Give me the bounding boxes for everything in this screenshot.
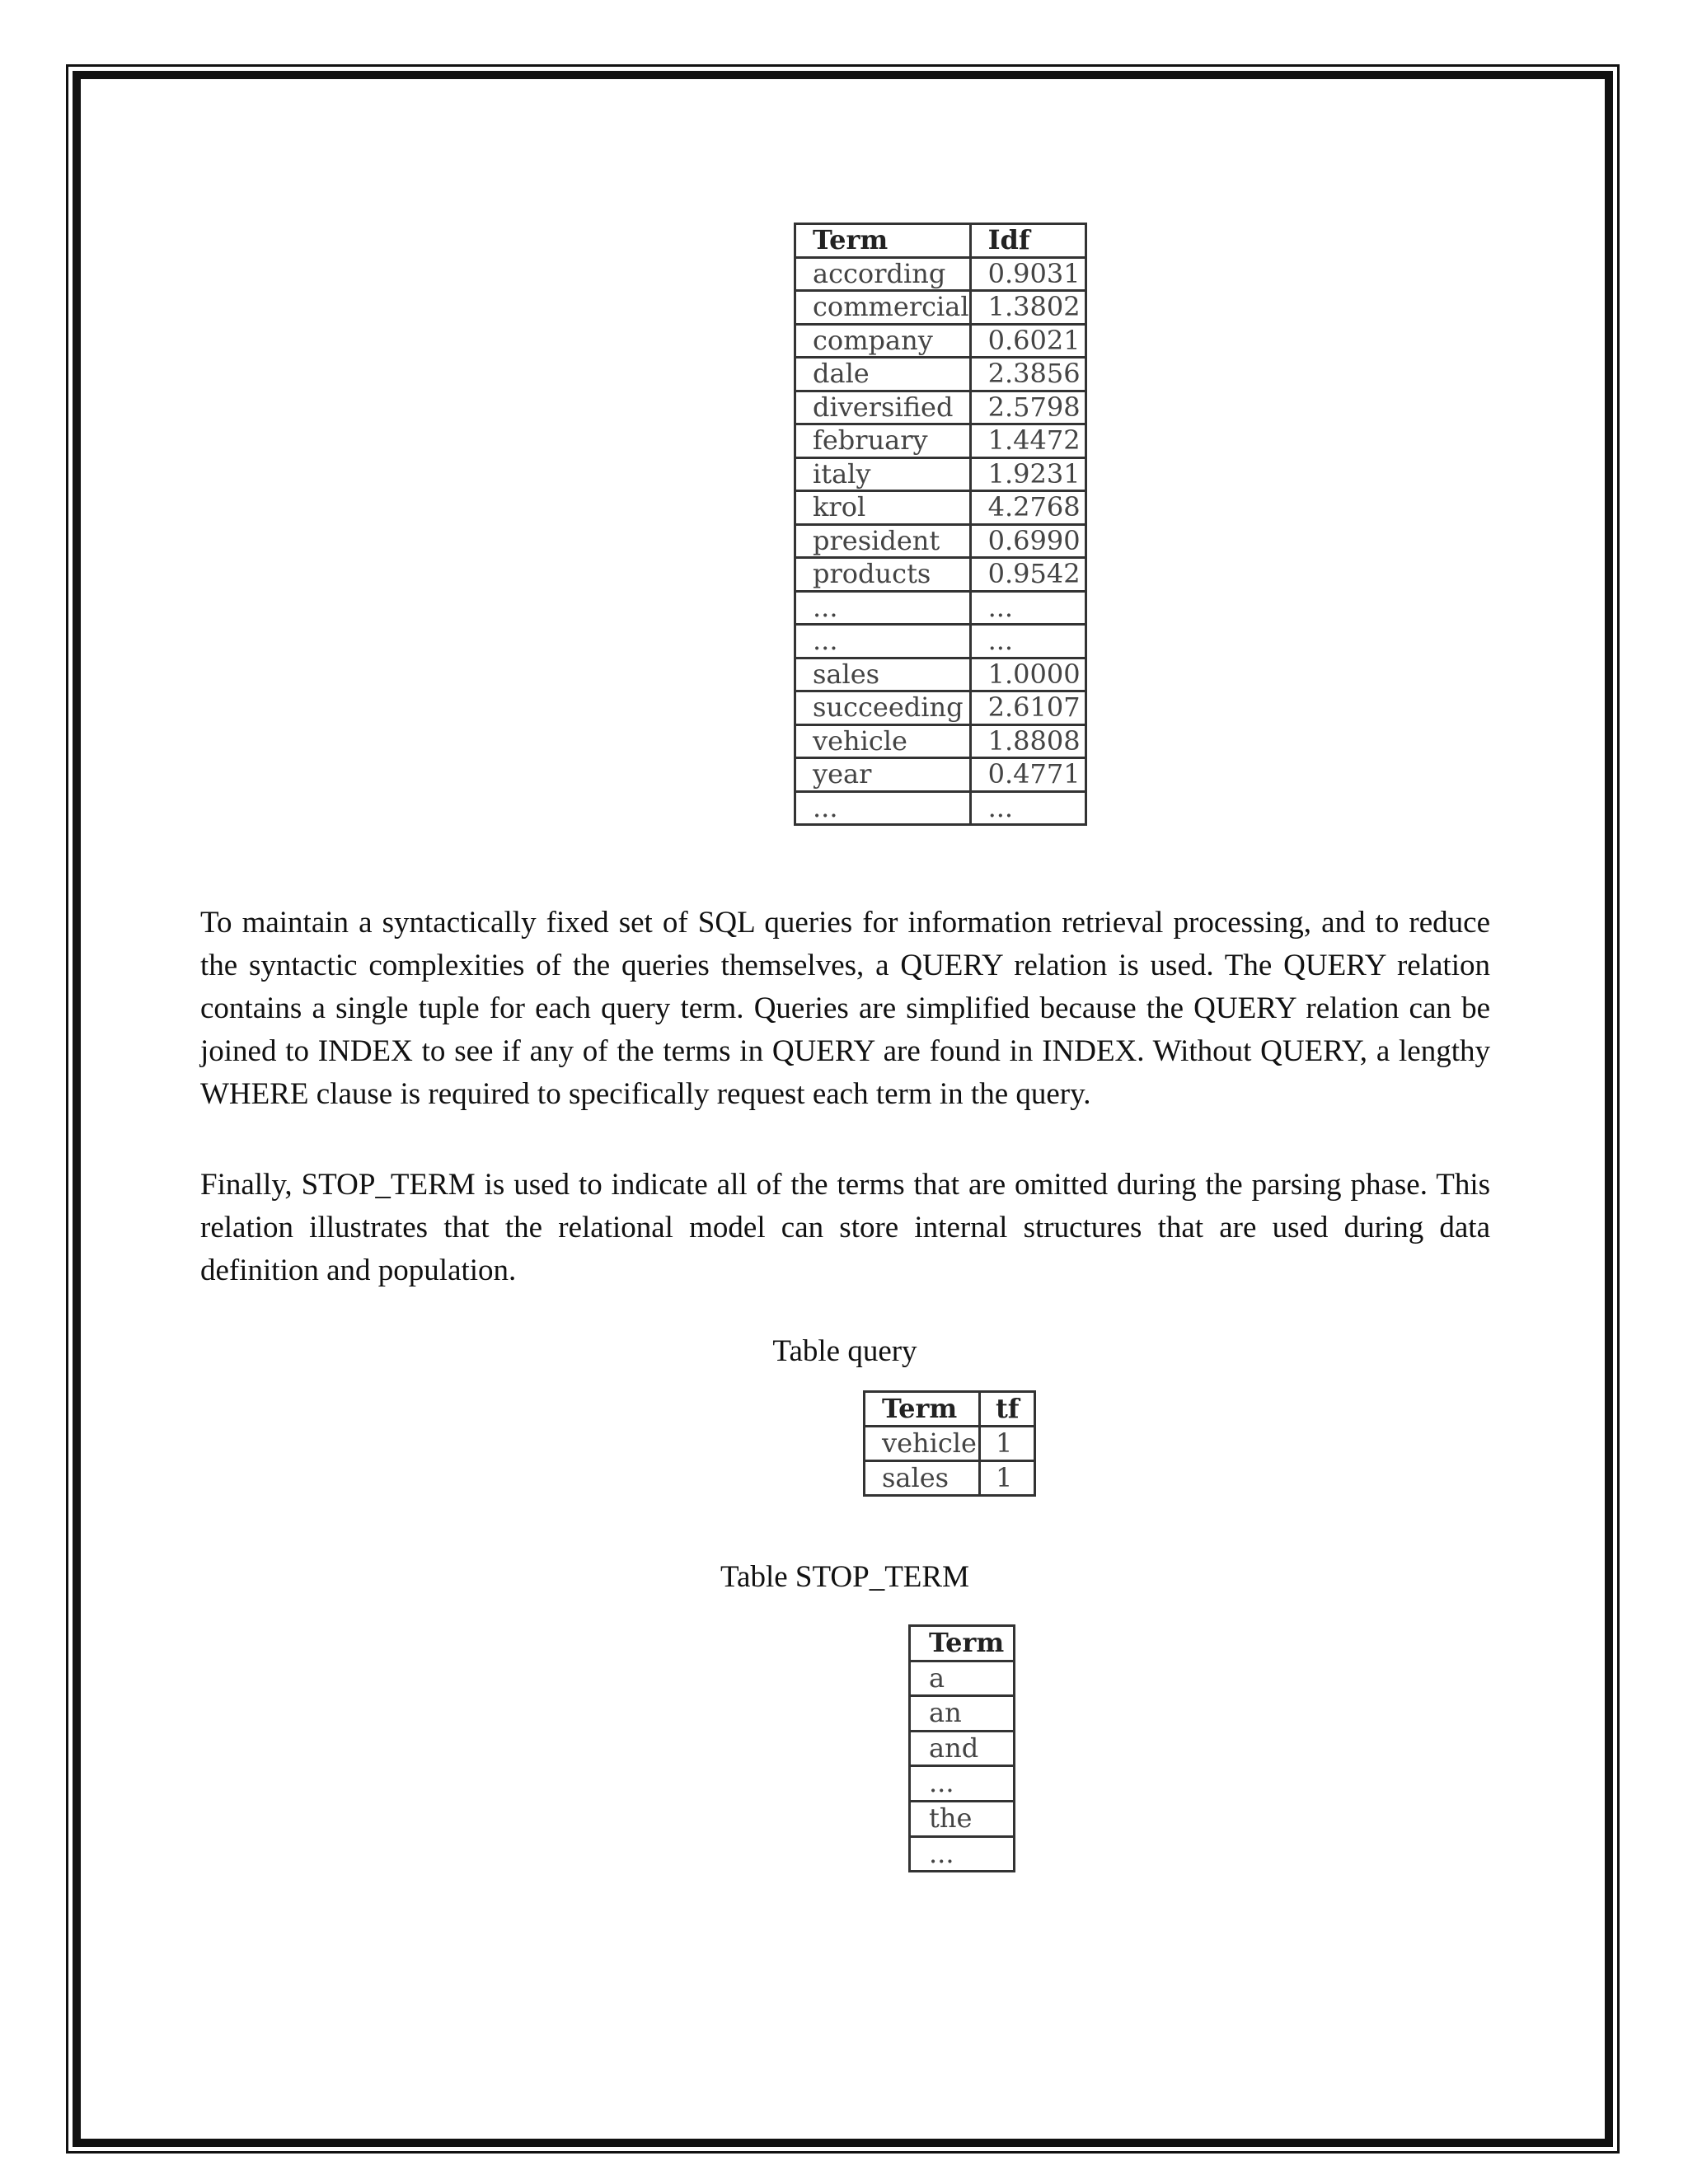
table-cell: vehicle <box>865 1427 980 1461</box>
table-row <box>910 1696 1015 1732</box>
table-row <box>910 1836 1015 1872</box>
table-row <box>795 391 1086 424</box>
table-row <box>865 1461 1035 1496</box>
table-cell: 0.4771 <box>970 758 1085 792</box>
table-cell: italy <box>795 457 971 491</box>
table-cell: 2.5798 <box>970 391 1085 424</box>
table-row <box>795 625 1086 658</box>
table-cell: ... <box>970 625 1085 658</box>
table-cell: 1.9231 <box>970 457 1085 491</box>
table-cell: ... <box>795 591 971 625</box>
table-row <box>795 457 1086 491</box>
table-cell: ... <box>970 791 1085 825</box>
table-row <box>795 524 1086 558</box>
table-cell: ... <box>910 1766 1015 1802</box>
table-cell: according <box>795 257 971 291</box>
table-cell: the <box>910 1801 1015 1836</box>
table-header-row <box>865 1392 1035 1427</box>
column-header-idf: Idf <box>970 224 1085 258</box>
table-row <box>795 758 1086 792</box>
table-cell: an <box>910 1696 1015 1732</box>
table-cell: succeeding <box>795 691 971 725</box>
table-cell: company <box>795 324 971 358</box>
table-cell: year <box>795 758 971 792</box>
table-row <box>795 424 1086 458</box>
table-cell: ... <box>970 591 1085 625</box>
paragraph-query-relation: To maintain a syntactically fixed set of SQL queries for information retrieval processing, and to reduce the syntactic complexities of the queries themselves, a QUERY relation is used. The QUERY relation contains a single tuple for each query term. Queries are simplified because the QUERY relation can be joined to INDEX to see if any of the terms in QUERY are found in INDEX. Without QUERY, a lengthy WHERE clause is required to specifically request each term in the query. <box>200 906 1490 1111</box>
caption-table-query: Table query <box>772 1334 917 1368</box>
table-cell: 2.3856 <box>970 358 1085 391</box>
table-row <box>795 291 1086 325</box>
table-cell: sales <box>795 658 971 691</box>
idf-table <box>794 223 1087 826</box>
table-row <box>865 1427 1035 1461</box>
column-header-term: Term <box>910 1626 1015 1661</box>
table-row <box>795 791 1086 825</box>
table-row <box>795 658 1086 691</box>
table-cell: krol <box>795 491 971 525</box>
caption-table-stop-term: Table STOP_TERM <box>720 1560 969 1594</box>
paragraph-stop-term: Finally, STOP_TERM is used to indicate all of the terms that are omitted during the parsing phase. This relation illustrates that the relational model can store internal structures that are used during data definition and population. <box>200 1168 1490 1287</box>
table-cell: 1.8808 <box>970 724 1085 758</box>
table-cell: ... <box>910 1836 1015 1872</box>
table-cell: 4.2768 <box>970 491 1085 525</box>
table-cell: 0.6990 <box>970 524 1085 558</box>
table-row <box>795 324 1086 358</box>
table-row <box>910 1801 1015 1836</box>
table-row <box>795 724 1086 758</box>
table-cell: 1.3802 <box>970 291 1085 325</box>
table-cell: ... <box>795 625 971 658</box>
table-cell: ... <box>795 791 971 825</box>
table-row <box>910 1731 1015 1766</box>
table-cell: 1 <box>980 1461 1035 1496</box>
table-cell: a <box>910 1661 1015 1696</box>
table-cell: 1 <box>980 1427 1035 1461</box>
table-row <box>795 358 1086 391</box>
table-cell: 0.9542 <box>970 558 1085 592</box>
table-header-row <box>795 224 1086 258</box>
table-cell: products <box>795 558 971 592</box>
table-cell: vehicle <box>795 724 971 758</box>
table-row <box>795 691 1086 725</box>
query-table <box>863 1390 1036 1497</box>
column-header-tf: tf <box>980 1392 1035 1427</box>
column-header-term: Term <box>865 1392 980 1427</box>
table-row <box>795 491 1086 525</box>
table-cell: 1.4472 <box>970 424 1085 458</box>
table-row <box>910 1661 1015 1696</box>
table-row <box>795 591 1086 625</box>
table-cell: 0.6021 <box>970 324 1085 358</box>
table-row <box>795 558 1086 592</box>
table-cell: diversified <box>795 391 971 424</box>
table-cell: 0.9031 <box>970 257 1085 291</box>
table-cell: dale <box>795 358 971 391</box>
table-cell: president <box>795 524 971 558</box>
table-cell: commercial <box>795 291 971 325</box>
table-cell: 1.0000 <box>970 658 1085 691</box>
table-cell: february <box>795 424 971 458</box>
table-header-row <box>910 1626 1015 1661</box>
table-row <box>910 1766 1015 1802</box>
column-header-term: Term <box>795 224 971 258</box>
stop-term-table <box>908 1624 1015 1872</box>
table-cell: 2.6107 <box>970 691 1085 725</box>
table-cell: and <box>910 1731 1015 1766</box>
table-row <box>795 257 1086 291</box>
table-cell: sales <box>865 1461 980 1496</box>
